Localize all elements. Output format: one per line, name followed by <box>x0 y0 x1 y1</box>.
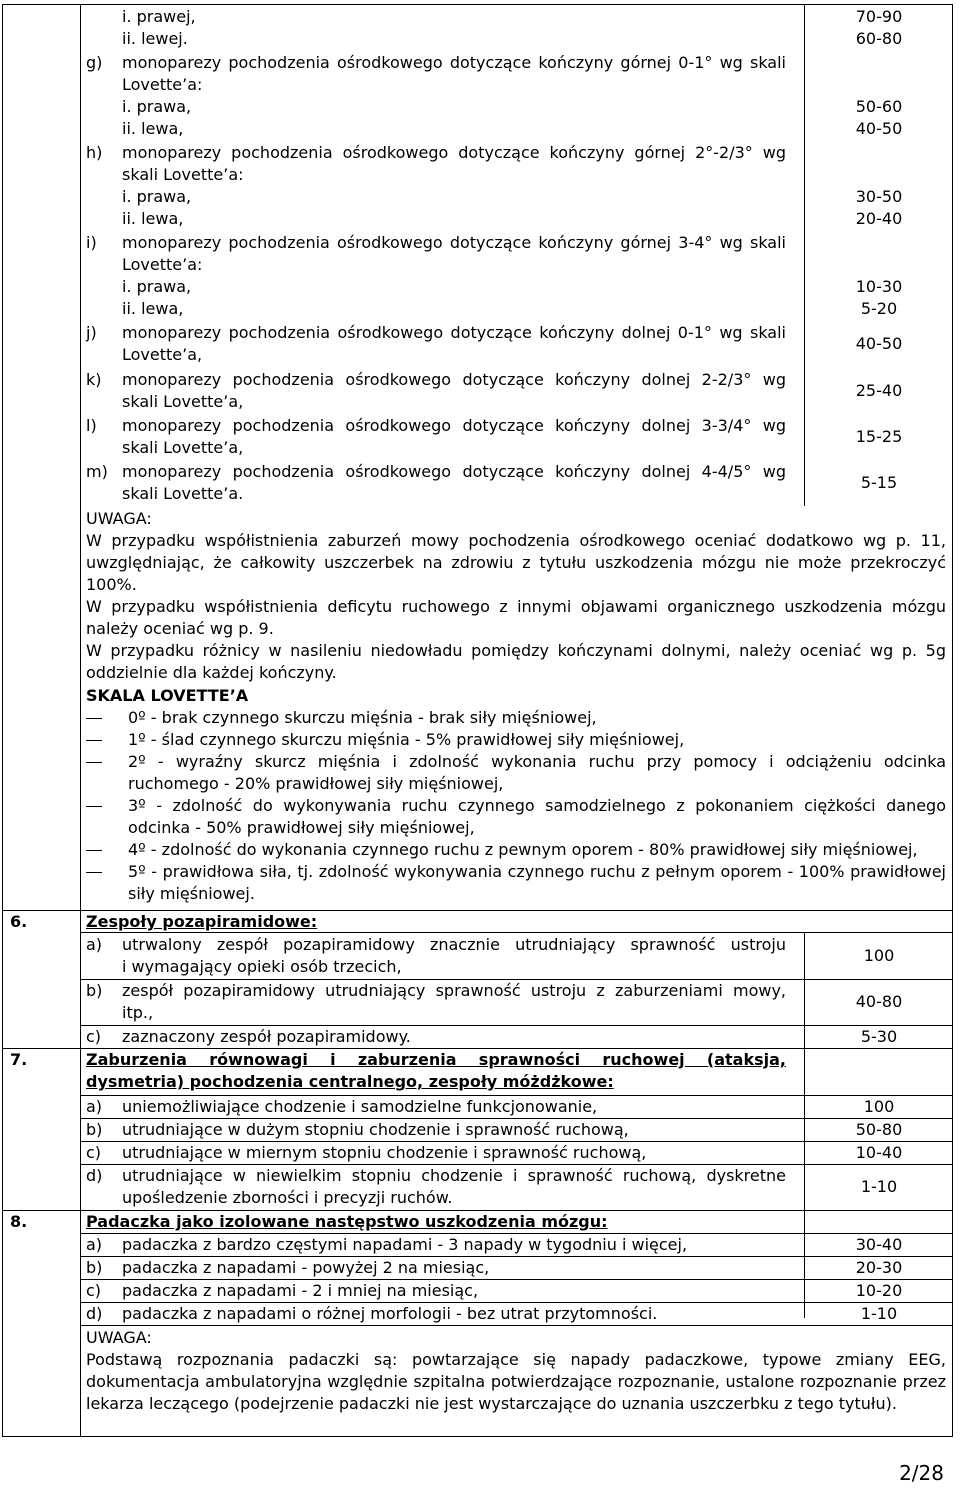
item-label: c) <box>86 1143 102 1162</box>
section-title: Zaburzenia równowagi i zaburzenia sprawności ruchowej (ataksja, <box>86 1050 786 1069</box>
item-text: zespół pozapiramidowy utrudniający sprawność ustroju z zaburzeniami mowy, <box>122 981 786 1000</box>
scale-title: SKALA LOVETTE’A <box>86 686 249 705</box>
item-text: zaznaczony zespół pozapiramidowy. <box>122 1027 411 1046</box>
item-text: monoparezy pochodzenia ośrodkowego dotyczące kończyny dolnej 3-3/4° wg <box>122 416 786 435</box>
item-label: i) <box>86 233 97 252</box>
item-label: d) <box>86 1166 103 1185</box>
item-value: 15-25 <box>855 427 903 446</box>
list-dash <box>86 806 102 807</box>
item-label: b) <box>86 1258 103 1277</box>
item-value: 100 <box>863 946 895 965</box>
item-label: k) <box>86 370 102 389</box>
scale-item: 3º - zdolność do wykonywania ruchu czynnego samodzielnego z pokonaniem ciężkości danego odcinka - 50% prawidłowej siły mięśniowej, <box>128 796 946 837</box>
section-number: 8. <box>10 1212 28 1231</box>
item-label: a) <box>86 935 103 954</box>
item-label: b) <box>86 981 103 1000</box>
item-text: utrudniające w miernym stopniu chodzenie i sprawność ruchową, <box>122 1143 647 1162</box>
item-text: ii. lewa, <box>122 209 184 228</box>
item-value: 10-40 <box>855 1143 903 1162</box>
item-text: i wymagający opieki osób trzecich, <box>122 957 402 976</box>
column-divider-left <box>80 4 81 1437</box>
item-text: monoparezy pochodzenia ośrodkowego dotyczące kończyny dolnej 0-1° wg skali <box>122 323 786 342</box>
item-text: ii. lewa, <box>122 299 184 318</box>
item-text: upośledzenie zborności i precyzji ruchów. <box>122 1188 453 1207</box>
item-text: utrudniające w dużym stopniu chodzenie i sprawność ruchową, <box>122 1120 629 1139</box>
item-value: 100 <box>863 1097 895 1116</box>
item-label: b) <box>86 1120 103 1139</box>
item-value: 30-40 <box>855 1235 903 1254</box>
scale-item: 5º - prawidłowa siła, tj. zdolność wykonywania czynnego ruchu z pełnym oporem - 100% prawidłowej siły mięśniowej. <box>128 862 946 903</box>
item-value: 30-50 <box>855 187 903 206</box>
item-value: 50-60 <box>855 97 903 116</box>
item-text: Lovette’a, <box>122 345 203 364</box>
item-text: ii. lewa, <box>122 119 184 138</box>
item-text: Lovette’a: <box>122 75 203 94</box>
item-text: Lovette’a: <box>122 255 203 274</box>
list-dash <box>86 850 102 851</box>
page-number: 2/28 <box>899 1461 944 1485</box>
item-text: padaczka z bardzo częstymi napadami - 3 napady w tygodniu i więcej, <box>122 1235 688 1254</box>
item-text: uniemożliwiające chodzenie i samodzielne funkcjonowanie, <box>122 1097 598 1116</box>
item-label: j) <box>86 323 97 342</box>
section-title: Zespoły pozapiramidowe: <box>86 912 318 931</box>
item-text: padaczka z napadami o różnej morfologii - bez utrat przytomności. <box>122 1304 658 1323</box>
scale-item: 4º - zdolność do wykonania czynnego ruchu z pewnym oporem - 80% prawidłowej siły mięśniowej, <box>128 840 918 859</box>
item-label: a) <box>86 1235 103 1254</box>
item-label: d) <box>86 1304 103 1323</box>
list-dash <box>86 718 102 719</box>
item-text: monoparezy pochodzenia ośrodkowego dotyczące kończyny górnej 0-1° wg skali <box>122 53 786 72</box>
item-text: monoparezy pochodzenia ośrodkowego dotyczące kończyny dolnej 4-4/5° wg <box>122 462 786 481</box>
item-label: m) <box>86 462 108 481</box>
item-label: h) <box>86 143 103 162</box>
item-text: monoparezy pochodzenia ośrodkowego dotyczące kończyny górnej 2°-2/3° wg <box>122 143 786 162</box>
item-label: g) <box>86 53 103 72</box>
item-text: monoparezy pochodzenia ośrodkowego dotyczące kończyny górnej 3-4° wg skali <box>122 233 786 252</box>
item-value: 5-20 <box>860 299 898 318</box>
item-text: skali Lovette’a, <box>122 392 244 411</box>
scale-item: 2º - wyraźny skurcz mięśnia i zdolność wykonania ruchu przy pomocy i odciążeniu odcinka ruchomego - 20% prawidłowej siły mięśniowej, <box>128 752 946 793</box>
item-value: 5-15 <box>860 473 898 492</box>
item-value: 70-90 <box>855 7 903 26</box>
list-dash <box>86 872 102 873</box>
item-value: 40-50 <box>855 119 903 138</box>
scale-item: 1º - ślad czynnego skurczu mięśnia - 5% prawidłowej siły mięśniowej, <box>128 730 685 749</box>
item-text: skali Lovette’a. <box>122 484 244 503</box>
item-text: ii. lewej. <box>122 29 188 48</box>
item-label: a) <box>86 1097 103 1116</box>
section-number: 7. <box>10 1050 28 1069</box>
scale-item: 0º - brak czynnego skurczu mięśnia - brak siły mięśniowej, <box>128 708 597 727</box>
item-text: padaczka z napadami - 2 i mniej na miesiąc, <box>122 1281 479 1300</box>
item-text: itp., <box>122 1003 154 1022</box>
item-text: i. prawa, <box>122 187 192 206</box>
section-title: dysmetria) pochodzenia centralnego, zespoły móżdżkowe: <box>86 1072 614 1091</box>
list-dash <box>86 762 102 763</box>
note-paragraph: Podstawą rozpoznania padaczki są: powtarzające się napady padaczkowe, typowe zmiany EEG, dokumentacja ambulatoryjna względnie szpitalna potwierdzające rozpoznanie, ustalone rozpoznanie przez lekarza leczącego (podejrzenie padaczki nie jest wystarczające do uznania uszczerbku z tego tytułu). <box>86 1350 946 1413</box>
item-value: 10-20 <box>855 1281 903 1300</box>
item-value: 1-10 <box>860 1177 898 1196</box>
item-value: 20-40 <box>855 209 903 228</box>
note-label: UWAGA: <box>86 1328 152 1347</box>
item-text: skali Lovette’a: <box>122 165 244 184</box>
item-label: l) <box>86 416 97 435</box>
item-text: utrudniające w niewielkim stopniu chodzenie i sprawność ruchową, dyskretne <box>122 1166 786 1185</box>
item-label: c) <box>86 1281 102 1300</box>
note-paragraph: W przypadku współistnienia zaburzeń mowy pochodzenia ośrodkowego oceniać dodatkowo wg p. 11, uwzględniając, że całkowity uszczerbek na zdrowiu z tytułu uszkodzenia mózgu nie może przekroczyć 100%. <box>86 531 946 594</box>
item-value: 50-80 <box>855 1120 903 1139</box>
item-value: 20-30 <box>855 1258 903 1277</box>
item-text: i. prawa, <box>122 277 192 296</box>
note-label: UWAGA: <box>86 509 152 528</box>
item-value: 25-40 <box>855 381 903 400</box>
item-value: 5-30 <box>860 1027 898 1046</box>
item-text: i. prawej, <box>122 7 196 26</box>
note-paragraph: W przypadku różnicy w nasileniu niedowładu pomiędzy kończynami dolnymi, należy oceniać wg p. 5g oddzielnie dla każdej kończyny. <box>86 641 946 682</box>
section-number: 6. <box>10 912 28 931</box>
item-value: 40-80 <box>855 992 903 1011</box>
item-value: 40-50 <box>855 334 903 353</box>
item-text: monoparezy pochodzenia ośrodkowego dotyczące kończyny dolnej 2-2/3° wg <box>122 370 786 389</box>
item-value: 10-30 <box>855 277 903 296</box>
row-rule <box>80 1325 953 1326</box>
list-dash <box>86 740 102 741</box>
item-text: skali Lovette’a, <box>122 438 244 457</box>
item-text: utrwalony zespół pozapiramidowy znacznie utrudniający sprawność ustroju <box>122 935 786 954</box>
item-value: 1-10 <box>860 1304 898 1323</box>
item-value: 60-80 <box>855 29 903 48</box>
item-text: i. prawa, <box>122 97 192 116</box>
note-paragraph: W przypadku współistnienia deficytu ruchowego z innymi objawami organicznego uszkodzenia mózgu należy oceniać wg p. 9. <box>86 597 946 638</box>
item-label: c) <box>86 1027 102 1046</box>
item-text: padaczka z napadami - powyżej 2 na miesiąc, <box>122 1258 490 1277</box>
section-title: Padaczka jako izolowane następstwo uszkodzenia mózgu: <box>86 1212 608 1231</box>
